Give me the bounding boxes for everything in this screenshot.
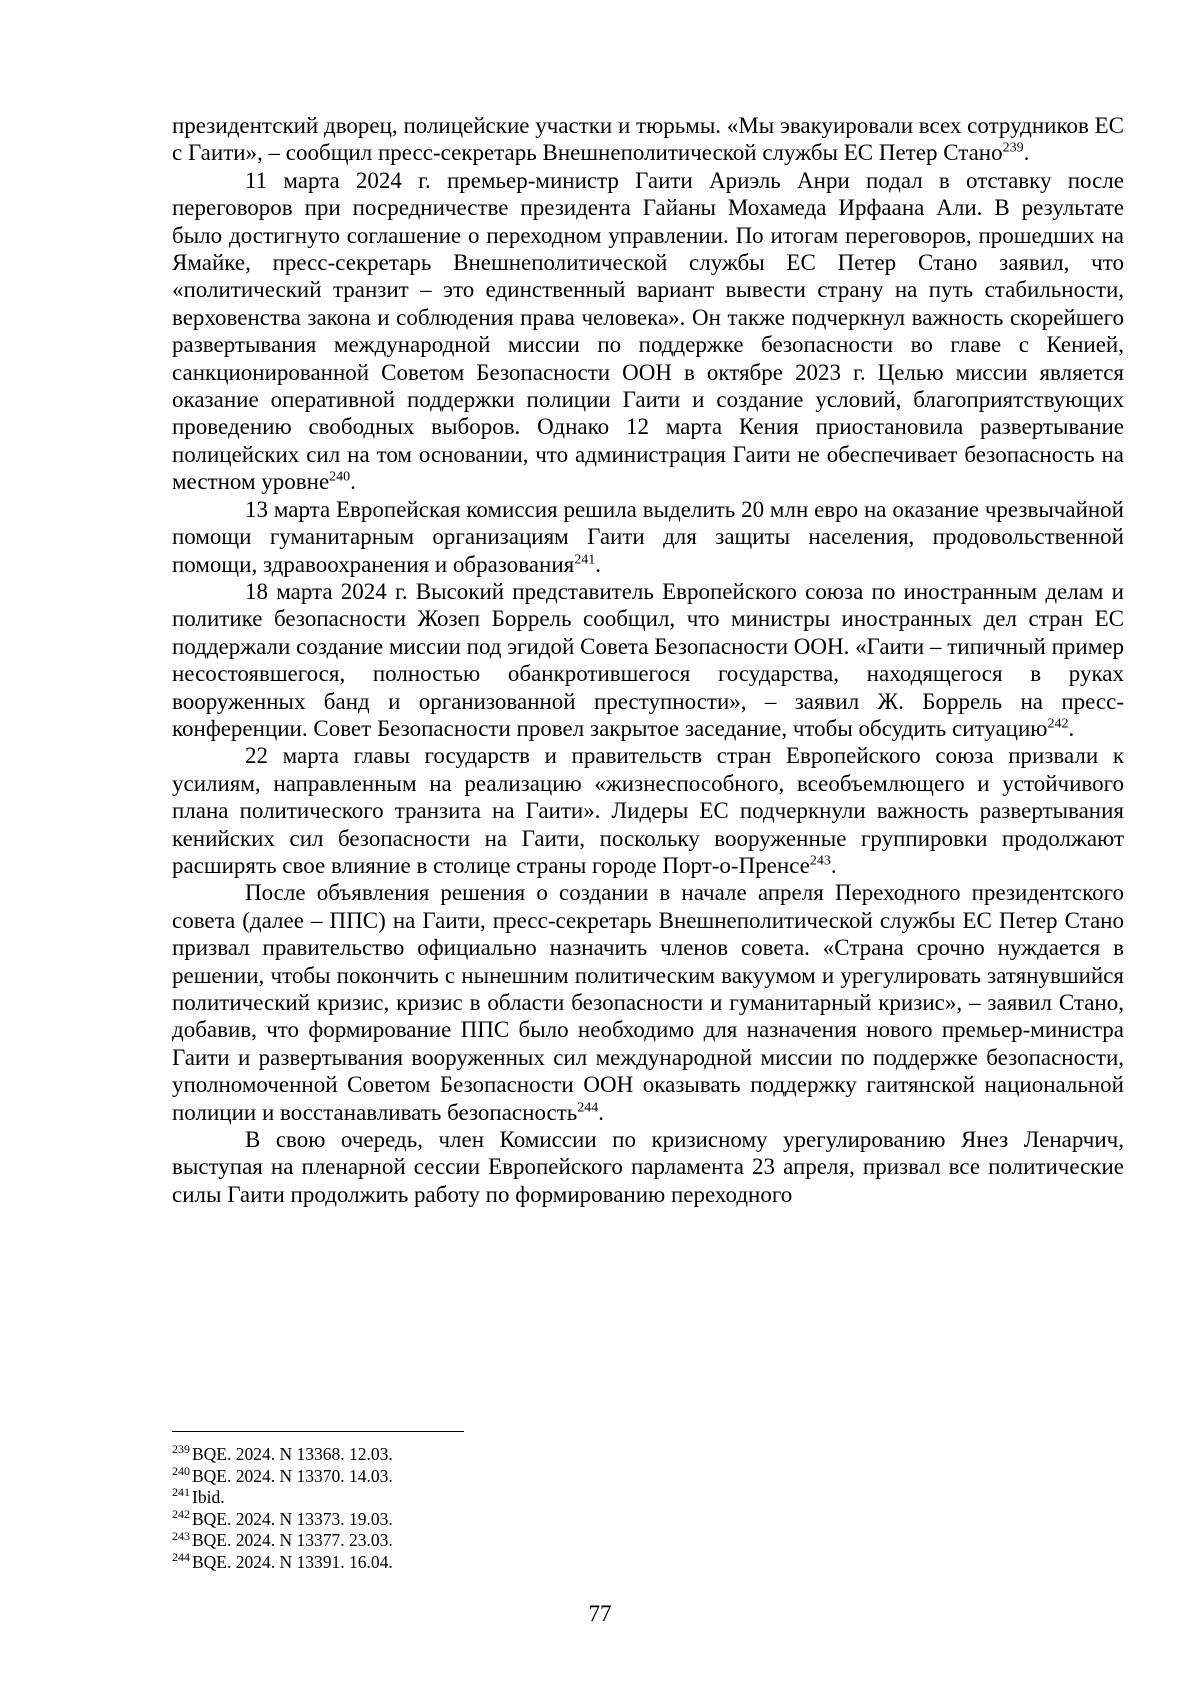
paragraph xyxy=(172,879,1124,1126)
paragraph-text: 11 марта 2024 г. премьер-министр Гаити Ариэль Анри подал в отставку после переговоров при посредничестве президента Гайаны Мохамеда Ирфаана Али. В результате было достигнуто соглашение о переходном управлении. По итогам переговоров, прошедших на Ямайке, пресс-секретарь Внешнеполитической службы ЕС Петер Стано заявил, что «политический транзит – это единственный вариант вывести страну на путь стабильности, верховенства закона и соблюдения права человека». Он также подчеркнул важность скорейшего развертывания международной миссии по поддержке безопасности во главе с Кенией, санкционированной Советом Безопасности ООН в октябре 2023 г. Целью миссии является оказание оперативной поддержки полиции Гаити и создание условий, благоприятствующих проведению свободных выборов. Однако 12 марта Кения приостановила развертывание полицейских сил на том основании, что администрация Гаити не обеспечивает безопасность на местном уровне xyxy=(172,167,1124,495)
footnote-ref[interactable]: 240 xyxy=(329,469,351,485)
footnote-number: 242 xyxy=(172,1506,190,1521)
paragraph-end: . xyxy=(1068,715,1075,741)
paragraph-text: 13 марта Европейская комиссия решила выделить 20 млн евро на оказание чрезвычайной помощи гуманитарным организациям Гаити для защиты населения, продовольственной помощи, здравоохранения и образования xyxy=(172,496,1124,577)
footnote xyxy=(172,1506,1124,1531)
footnote-number: 239 xyxy=(172,1442,190,1457)
footnote-text: BQE. 2024. N 13391. 16.04. xyxy=(192,1551,393,1572)
footnote-ref[interactable]: 243 xyxy=(809,853,831,869)
paragraph xyxy=(172,578,1124,742)
footnote-ref[interactable]: 241 xyxy=(574,551,596,567)
paragraph xyxy=(172,496,1124,578)
paragraph xyxy=(172,112,1124,167)
footnote-text: Ibid. xyxy=(192,1487,225,1508)
paragraph-end: . xyxy=(1023,140,1030,166)
paragraph-end: . xyxy=(830,852,837,878)
footnote-text: BQE. 2024. N 13373. 19.03. xyxy=(192,1508,393,1529)
footnote-ref[interactable]: 244 xyxy=(577,1099,599,1115)
paragraph-end: . xyxy=(595,551,601,577)
paragraph-text: 22 марта главы государств и правительств стран Европейского союза призвали к усилиям, направленным на реализацию «жизнеспособного, всеобъемлющего и устойчивого плана политического транзита на Гаити». Лидеры ЕС подчеркнули важность развертывания кенийских сил безопасности на Гаити, поскольку вооруженные группировки продолжают расширять свое влияние в столице страны городе Порт-о-Пренсе xyxy=(172,743,1124,878)
paragraph xyxy=(172,742,1124,879)
footnote-divider xyxy=(172,1431,464,1432)
footnote-number: 241 xyxy=(172,1485,190,1500)
footnotes-list xyxy=(172,1444,1124,1574)
footnote xyxy=(172,1463,1124,1488)
paragraph-end: . xyxy=(350,469,356,495)
footnote xyxy=(172,1552,1124,1574)
footnote-number: 244 xyxy=(172,1550,190,1565)
page-body xyxy=(172,112,1124,1208)
footnote xyxy=(172,1487,1124,1509)
footnote-text: BQE. 2024. N 13377. 23.03. xyxy=(192,1530,393,1551)
paragraph-text: президентский дворец, полицейские участки и тюрьмы. «Мы эвакуировали всех сотрудников ЕС с Гаити», – сообщил пресс-секретарь Внешнеполитической службы ЕС Петер Стано xyxy=(172,113,1124,166)
paragraph-end: . xyxy=(598,1099,605,1125)
paragraph xyxy=(172,1126,1124,1208)
footnote-ref[interactable]: 239 xyxy=(1002,140,1024,156)
footnote-number: 243 xyxy=(172,1528,190,1543)
paragraph xyxy=(172,167,1124,496)
footnote xyxy=(172,1444,1124,1466)
page-number: 77 xyxy=(588,1601,612,1626)
footnote-text: BQE. 2024. N 13370. 14.03. xyxy=(192,1465,393,1486)
paragraph-text: В свою очередь, член Комиссии по кризисному урегулированию Янез Ленарчич, выступая на пленарной сессии Европейского парламента 23 апреля, призвал все политические силы Гаити продолжить работу по формированию переходного xyxy=(172,1127,1124,1207)
paragraph-text: После объявления решения о создании в начале апреля Переходного президентского совета (далее – ППС) на Гаити, пресс-секретарь Внешнеполитической службы ЕС Петер Стано призвал правительство официально назначить членов совета. «Страна срочно нуждается в решении, чтобы покончить с нынешним политическим вакуумом и урегулировать затянувшийся политический кризис, кризис в области безопасности и гуманитарный кризис», – заявил Стано, добавив, что формирование ППС было необходимо для назначения нового премьер-министра Гаити и развертывания вооруженных сил международной миссии по поддержке безопасности, уполномоченной Советом Безопасности ООН оказывать поддержку гаитянской национальной полиции и восстанавливать безопасность xyxy=(172,880,1124,1125)
footnote-text: BQE. 2024. N 13368. 12.03. xyxy=(192,1444,393,1464)
paragraph-text: 18 марта 2024 г. Высокий представитель Европейского союза по иностранным делам и политике безопасности Жозеп Боррель сообщил, что министры иностранных дел стран ЕС поддержали создание миссии под эгидой Совета Безопасности ООН. «Гаити – типичный пример несостоявшегося, полностью обанкротившегося государства, находящегося в руках вооруженных банд и организованной преступности», – заявил Ж. Боррель на пресс-конференции. Совет Безопасности провел закрытое заседание, чтобы обсудить ситуацию xyxy=(172,578,1124,741)
footnote-number: 240 xyxy=(172,1463,190,1478)
footnote-ref[interactable]: 242 xyxy=(1047,716,1069,732)
footnote xyxy=(172,1530,1124,1552)
